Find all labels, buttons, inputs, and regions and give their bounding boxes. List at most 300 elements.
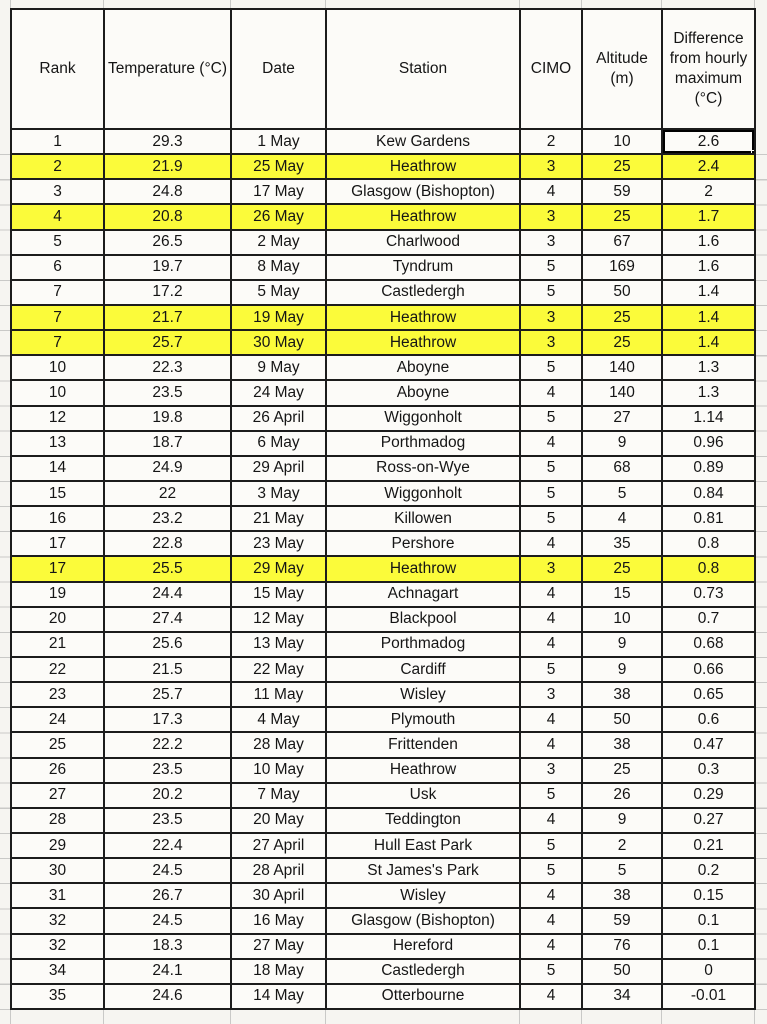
cell-difference[interactable]: 1.6 (662, 230, 755, 255)
cell-temperature[interactable]: 21.9 (104, 154, 231, 179)
cell-cimo[interactable]: 4 (520, 632, 582, 657)
cell-rank[interactable]: 7 (11, 280, 104, 305)
cell-temperature[interactable]: 23.5 (104, 380, 231, 405)
cell-cimo[interactable]: 4 (520, 732, 582, 757)
cell-difference[interactable]: 0.1 (662, 934, 755, 959)
gridline-stub (754, 0, 755, 8)
cell-altitude[interactable]: 169 (582, 255, 662, 280)
cell-rank[interactable]: 19 (11, 582, 104, 607)
cell-temperature[interactable]: 24.8 (104, 179, 231, 204)
cell-station[interactable]: Plymouth (326, 707, 520, 732)
gridline-stub (661, 1010, 662, 1024)
cell-difference[interactable]: 0.65 (662, 682, 755, 707)
table-row (11, 481, 755, 506)
gridline-stub (103, 0, 104, 8)
cell-altitude[interactable]: 9 (582, 808, 662, 833)
cell-rank[interactable]: 10 (11, 355, 104, 380)
cell-altitude[interactable]: 35 (582, 531, 662, 556)
cell-difference[interactable]: 0.29 (662, 783, 755, 808)
cell-temperature[interactable]: 17.3 (104, 707, 231, 732)
cell-temperature[interactable]: 24.6 (104, 984, 231, 1009)
cell-cimo[interactable]: 3 (520, 305, 582, 330)
cell-date[interactable]: 11 May (231, 682, 326, 707)
header-row (11, 9, 755, 129)
cell-rank[interactable]: 6 (11, 255, 104, 280)
cell-date[interactable]: 20 May (231, 808, 326, 833)
cell-cimo[interactable]: 3 (520, 154, 582, 179)
cell-difference[interactable]: 0.81 (662, 506, 755, 531)
cell-station[interactable]: Pershore (326, 531, 520, 556)
cell-date[interactable]: 8 May (231, 255, 326, 280)
cell-altitude[interactable]: 140 (582, 355, 662, 380)
cell-station[interactable]: Kew Gardens (326, 129, 520, 154)
cell-temperature[interactable]: 22.4 (104, 833, 231, 858)
cell-difference[interactable]: 0.15 (662, 883, 755, 908)
header-date[interactable]: Date (231, 9, 326, 129)
cell-station[interactable]: Charlwood (326, 230, 520, 255)
table-body (11, 129, 755, 1009)
cell-rank[interactable]: 21 (11, 632, 104, 657)
cell-station[interactable]: Achnagart (326, 582, 520, 607)
cell-altitude[interactable]: 140 (582, 380, 662, 405)
cell-difference[interactable]: 0.6 (662, 707, 755, 732)
table-row (11, 959, 755, 984)
cell-rank[interactable]: 15 (11, 481, 104, 506)
cell-temperature[interactable]: 21.5 (104, 657, 231, 682)
cell-altitude[interactable]: 68 (582, 456, 662, 481)
cell-date[interactable]: 30 April (231, 883, 326, 908)
cell-rank[interactable]: 17 (11, 556, 104, 581)
cell-difference[interactable]: 1.3 (662, 380, 755, 405)
cell-date[interactable]: 3 May (231, 481, 326, 506)
cell-date[interactable]: 12 May (231, 607, 326, 632)
table-row (11, 305, 755, 330)
cell-date[interactable]: 16 May (231, 908, 326, 933)
table-row (11, 707, 755, 732)
cell-date[interactable]: 22 May (231, 657, 326, 682)
cell-date[interactable]: 29 April (231, 456, 326, 481)
table-row (11, 355, 755, 380)
cell-cimo[interactable]: 5 (520, 506, 582, 531)
cell-rank[interactable]: 4 (11, 204, 104, 229)
cell-temperature[interactable]: 25.5 (104, 556, 231, 581)
cell-cimo[interactable]: 5 (520, 481, 582, 506)
cell-date[interactable]: 15 May (231, 582, 326, 607)
table-row (11, 280, 755, 305)
cell-rank[interactable]: 7 (11, 330, 104, 355)
cell-cimo[interactable]: 5 (520, 406, 582, 431)
cell-date[interactable]: 4 May (231, 707, 326, 732)
cell-altitude[interactable]: 10 (582, 129, 662, 154)
cell-altitude[interactable]: 38 (582, 883, 662, 908)
cell-station[interactable]: Glasgow (Bishopton) (326, 179, 520, 204)
cell-station[interactable]: St James's Park (326, 858, 520, 883)
cell-difference[interactable]: 1.14 (662, 406, 755, 431)
cell-difference[interactable]: 0.1 (662, 908, 755, 933)
cell-difference[interactable]: 0.73 (662, 582, 755, 607)
cell-date[interactable]: 14 May (231, 984, 326, 1009)
cell-temperature[interactable]: 18.3 (104, 934, 231, 959)
selected-cell[interactable]: 2.6 (662, 129, 755, 154)
gridline-stub (661, 0, 662, 8)
cell-temperature[interactable]: 25.7 (104, 682, 231, 707)
table-row (11, 984, 755, 1009)
cell-difference[interactable]: 0.2 (662, 858, 755, 883)
table-row (11, 431, 755, 456)
cell-temperature[interactable]: 24.5 (104, 858, 231, 883)
table-row (11, 204, 755, 229)
cell-cimo[interactable]: 4 (520, 808, 582, 833)
cell-cimo[interactable]: 3 (520, 556, 582, 581)
cell-date[interactable]: 29 May (231, 556, 326, 581)
cell-cimo[interactable]: 4 (520, 380, 582, 405)
cell-difference[interactable]: 1.4 (662, 330, 755, 355)
table-row (11, 883, 755, 908)
cell-rank[interactable]: 32 (11, 934, 104, 959)
table-header (11, 9, 755, 129)
cell-rank[interactable]: 1 (11, 129, 104, 154)
selection-fill-handle[interactable] (751, 150, 755, 154)
cell-difference[interactable]: 0.21 (662, 833, 755, 858)
cell-difference[interactable]: -0.01 (662, 984, 755, 1009)
table-row (11, 255, 755, 280)
cell-temperature[interactable]: 22.3 (104, 355, 231, 380)
cell-temperature[interactable]: 22.2 (104, 732, 231, 757)
cell-altitude[interactable]: 25 (582, 758, 662, 783)
gridline-stub (230, 1010, 231, 1024)
table-row (11, 732, 755, 757)
cell-temperature[interactable]: 23.2 (104, 506, 231, 531)
cell-rank[interactable]: 12 (11, 406, 104, 431)
cell-date[interactable]: 1 May (231, 129, 326, 154)
cell-cimo[interactable]: 4 (520, 607, 582, 632)
cell-temperature[interactable]: 18.7 (104, 431, 231, 456)
cell-temperature[interactable]: 24.5 (104, 908, 231, 933)
cell-rank[interactable]: 32 (11, 908, 104, 933)
header-station[interactable]: Station (326, 9, 520, 129)
cell-station[interactable]: Heathrow (326, 758, 520, 783)
cell-station[interactable]: Wisley (326, 682, 520, 707)
cell-cimo[interactable]: 3 (520, 682, 582, 707)
cell-rank[interactable]: 34 (11, 959, 104, 984)
cell-rank[interactable]: 31 (11, 883, 104, 908)
cell-station[interactable]: Castledergh (326, 280, 520, 305)
cell-date[interactable]: 10 May (231, 758, 326, 783)
cell-cimo[interactable]: 5 (520, 783, 582, 808)
cell-altitude[interactable]: 5 (582, 481, 662, 506)
cell-station[interactable]: Killowen (326, 506, 520, 531)
cell-difference[interactable]: 0.84 (662, 481, 755, 506)
cell-date[interactable]: 26 April (231, 406, 326, 431)
cell-rank[interactable]: 29 (11, 833, 104, 858)
table-row (11, 531, 755, 556)
cell-difference[interactable]: 2.4 (662, 154, 755, 179)
cell-difference[interactable]: 0.68 (662, 632, 755, 657)
cell-altitude[interactable]: 38 (582, 732, 662, 757)
cell-date[interactable]: 27 April (231, 833, 326, 858)
cell-rank[interactable]: 27 (11, 783, 104, 808)
table-row (11, 833, 755, 858)
cell-date[interactable]: 27 May (231, 934, 326, 959)
cell-cimo[interactable]: 3 (520, 330, 582, 355)
table-row (11, 808, 755, 833)
cell-altitude[interactable]: 25 (582, 204, 662, 229)
cell-rank[interactable]: 10 (11, 380, 104, 405)
cell-station[interactable]: Aboyne (326, 355, 520, 380)
cell-difference[interactable]: 0.66 (662, 657, 755, 682)
cell-rank[interactable]: 26 (11, 758, 104, 783)
cell-station[interactable]: Wiggonholt (326, 406, 520, 431)
cell-station[interactable]: Tyndrum (326, 255, 520, 280)
cell-cimo[interactable]: 4 (520, 531, 582, 556)
cell-cimo[interactable]: 5 (520, 355, 582, 380)
cell-difference[interactable]: 0.7 (662, 607, 755, 632)
cell-altitude[interactable]: 9 (582, 657, 662, 682)
cell-station[interactable]: Wisley (326, 883, 520, 908)
table-row (11, 506, 755, 531)
cell-date[interactable]: 6 May (231, 431, 326, 456)
cell-cimo[interactable]: 3 (520, 230, 582, 255)
gridline-stub (581, 0, 582, 8)
header-rank[interactable]: Rank (11, 9, 104, 129)
cell-altitude[interactable]: 15 (582, 582, 662, 607)
cell-cimo[interactable]: 5 (520, 456, 582, 481)
cell-altitude[interactable]: 9 (582, 431, 662, 456)
cell-station[interactable]: Porthmadog (326, 431, 520, 456)
cell-station[interactable]: Ross-on-Wye (326, 456, 520, 481)
cell-altitude[interactable]: 25 (582, 154, 662, 179)
cell-rank[interactable]: 7 (11, 305, 104, 330)
cell-cimo[interactable]: 2 (520, 129, 582, 154)
cell-difference[interactable]: 1.3 (662, 355, 755, 380)
cell-station[interactable]: Heathrow (326, 330, 520, 355)
cell-altitude[interactable]: 76 (582, 934, 662, 959)
cell-station[interactable]: Cardiff (326, 657, 520, 682)
table-row (11, 682, 755, 707)
cell-cimo[interactable]: 4 (520, 934, 582, 959)
cell-difference[interactable]: 1.6 (662, 255, 755, 280)
cell-rank[interactable]: 35 (11, 984, 104, 1009)
cell-rank[interactable]: 14 (11, 456, 104, 481)
cell-altitude[interactable]: 50 (582, 707, 662, 732)
cell-altitude[interactable]: 50 (582, 959, 662, 984)
gridline-stub (581, 1010, 582, 1024)
cell-date[interactable]: 25 May (231, 154, 326, 179)
gridline-stub (230, 0, 231, 8)
cell-altitude[interactable]: 4 (582, 506, 662, 531)
cell-temperature[interactable]: 19.8 (104, 406, 231, 431)
cell-altitude[interactable]: 25 (582, 556, 662, 581)
cell-difference[interactable]: 1.4 (662, 280, 755, 305)
table-row (11, 154, 755, 179)
cell-temperature[interactable]: 25.6 (104, 632, 231, 657)
margin-gridlines-left (0, 130, 10, 1010)
cell-altitude[interactable]: 9 (582, 632, 662, 657)
cell-altitude[interactable]: 67 (582, 230, 662, 255)
cell-station[interactable]: Wiggonholt (326, 481, 520, 506)
cell-cimo[interactable]: 5 (520, 959, 582, 984)
table-row (11, 380, 755, 405)
cell-station[interactable]: Heathrow (326, 204, 520, 229)
cell-difference[interactable]: 1.4 (662, 305, 755, 330)
cell-temperature[interactable]: 24.9 (104, 456, 231, 481)
cell-station[interactable]: Porthmadog (326, 632, 520, 657)
cell-difference[interactable]: 0.3 (662, 758, 755, 783)
cell-altitude[interactable]: 59 (582, 179, 662, 204)
cell-date[interactable]: 5 May (231, 280, 326, 305)
cell-cimo[interactable]: 4 (520, 582, 582, 607)
cell-difference[interactable]: 0.96 (662, 431, 755, 456)
cell-cimo[interactable]: 5 (520, 280, 582, 305)
header-altitude[interactable]: Altitude (m) (582, 9, 662, 129)
table-row (11, 179, 755, 204)
cell-rank[interactable]: 20 (11, 607, 104, 632)
cell-temperature[interactable]: 24.4 (104, 582, 231, 607)
cell-date[interactable]: 18 May (231, 959, 326, 984)
cell-temperature[interactable]: 22 (104, 481, 231, 506)
cell-cimo[interactable]: 4 (520, 431, 582, 456)
cell-temperature[interactable]: 26.5 (104, 230, 231, 255)
cell-station[interactable]: Blackpool (326, 607, 520, 632)
cell-date[interactable]: 19 May (231, 305, 326, 330)
table-row (11, 230, 755, 255)
cell-cimo[interactable]: 5 (520, 657, 582, 682)
cell-temperature[interactable]: 26.7 (104, 883, 231, 908)
cell-rank[interactable]: 13 (11, 431, 104, 456)
cell-temperature[interactable]: 27.4 (104, 607, 231, 632)
cell-rank[interactable]: 25 (11, 732, 104, 757)
cell-cimo[interactable]: 5 (520, 255, 582, 280)
table-row (11, 330, 755, 355)
cell-rank[interactable]: 30 (11, 858, 104, 883)
header-difference[interactable]: Difference from hourly maximum (°C) (662, 9, 755, 129)
cell-temperature[interactable]: 23.5 (104, 808, 231, 833)
cell-date[interactable]: 2 May (231, 230, 326, 255)
cell-altitude[interactable]: 5 (582, 858, 662, 883)
cell-temperature[interactable]: 23.5 (104, 758, 231, 783)
cell-date[interactable]: 13 May (231, 632, 326, 657)
cell-altitude[interactable]: 34 (582, 984, 662, 1009)
cell-difference[interactable]: 0 (662, 959, 755, 984)
cell-difference[interactable]: 0.47 (662, 732, 755, 757)
cell-altitude[interactable]: 25 (582, 305, 662, 330)
cell-station[interactable]: Castledergh (326, 959, 520, 984)
cell-station[interactable]: Teddington (326, 808, 520, 833)
cell-cimo[interactable]: 4 (520, 707, 582, 732)
cell-cimo[interactable]: 4 (520, 179, 582, 204)
cell-altitude[interactable]: 26 (582, 783, 662, 808)
header-temperature[interactable]: Temperature (°C) (104, 9, 231, 129)
cell-temperature[interactable]: 24.1 (104, 959, 231, 984)
cell-temperature[interactable]: 17.2 (104, 280, 231, 305)
cell-rank[interactable]: 16 (11, 506, 104, 531)
cell-station[interactable]: Hull East Park (326, 833, 520, 858)
cell-date[interactable]: 28 May (231, 732, 326, 757)
gridline-stub (325, 1010, 326, 1024)
cell-rank[interactable]: 2 (11, 154, 104, 179)
cell-date[interactable]: 23 May (231, 531, 326, 556)
table-row (11, 783, 755, 808)
cell-altitude[interactable]: 59 (582, 908, 662, 933)
table-row (11, 406, 755, 431)
table-row (11, 129, 755, 154)
cell-altitude[interactable]: 2 (582, 833, 662, 858)
cell-difference[interactable]: 0.8 (662, 556, 755, 581)
gridline-stub (519, 1010, 520, 1024)
cell-difference[interactable]: 0.27 (662, 808, 755, 833)
cell-station[interactable]: Heathrow (326, 556, 520, 581)
gridline-stub (325, 0, 326, 8)
cell-temperature[interactable]: 29.3 (104, 129, 231, 154)
cell-temperature[interactable]: 25.7 (104, 330, 231, 355)
cell-temperature[interactable]: 22.8 (104, 531, 231, 556)
table-row (11, 858, 755, 883)
cell-altitude[interactable]: 25 (582, 330, 662, 355)
records-table (10, 8, 756, 1010)
cell-cimo[interactable]: 4 (520, 984, 582, 1009)
cell-date[interactable]: 7 May (231, 783, 326, 808)
cell-temperature[interactable]: 19.7 (104, 255, 231, 280)
table-row (11, 632, 755, 657)
cell-rank[interactable]: 3 (11, 179, 104, 204)
table-row (11, 908, 755, 933)
cell-altitude[interactable]: 10 (582, 607, 662, 632)
cell-altitude[interactable]: 38 (582, 682, 662, 707)
cell-rank[interactable]: 22 (11, 657, 104, 682)
cell-altitude[interactable]: 27 (582, 406, 662, 431)
cell-rank[interactable]: 17 (11, 531, 104, 556)
cell-date[interactable]: 21 May (231, 506, 326, 531)
cell-altitude[interactable]: 50 (582, 280, 662, 305)
cell-temperature[interactable]: 21.7 (104, 305, 231, 330)
cell-station[interactable]: Usk (326, 783, 520, 808)
cell-cimo[interactable]: 3 (520, 758, 582, 783)
cell-station[interactable]: Aboyne (326, 380, 520, 405)
cell-temperature[interactable]: 20.8 (104, 204, 231, 229)
cell-cimo[interactable]: 5 (520, 833, 582, 858)
cell-rank[interactable]: 5 (11, 230, 104, 255)
cell-difference[interactable]: 2 (662, 179, 755, 204)
cell-difference[interactable]: 1.7 (662, 204, 755, 229)
cell-rank[interactable]: 28 (11, 808, 104, 833)
cell-date[interactable]: 26 May (231, 204, 326, 229)
cell-difference[interactable]: 0.8 (662, 531, 755, 556)
gridline-stub (10, 0, 11, 8)
cell-difference[interactable]: 0.89 (662, 456, 755, 481)
table-row (11, 607, 755, 632)
cell-date[interactable]: 30 May (231, 330, 326, 355)
table-row (11, 556, 755, 581)
header-cimo[interactable]: CIMO (520, 9, 582, 129)
cell-station[interactable]: Hereford (326, 934, 520, 959)
cell-station[interactable]: Glasgow (Bishopton) (326, 908, 520, 933)
cell-date[interactable]: 17 May (231, 179, 326, 204)
cell-date[interactable]: 24 May (231, 380, 326, 405)
cell-station[interactable]: Heathrow (326, 154, 520, 179)
cell-station[interactable]: Heathrow (326, 305, 520, 330)
cell-cimo[interactable]: 5 (520, 858, 582, 883)
cell-temperature[interactable]: 20.2 (104, 783, 231, 808)
cell-station[interactable]: Otterbourne (326, 984, 520, 1009)
cell-date[interactable]: 28 April (231, 858, 326, 883)
cell-date[interactable]: 9 May (231, 355, 326, 380)
cell-cimo[interactable]: 4 (520, 883, 582, 908)
cell-rank[interactable]: 24 (11, 707, 104, 732)
cell-cimo[interactable]: 4 (520, 908, 582, 933)
cell-cimo[interactable]: 3 (520, 204, 582, 229)
cell-rank[interactable]: 23 (11, 682, 104, 707)
cell-station[interactable]: Frittenden (326, 732, 520, 757)
